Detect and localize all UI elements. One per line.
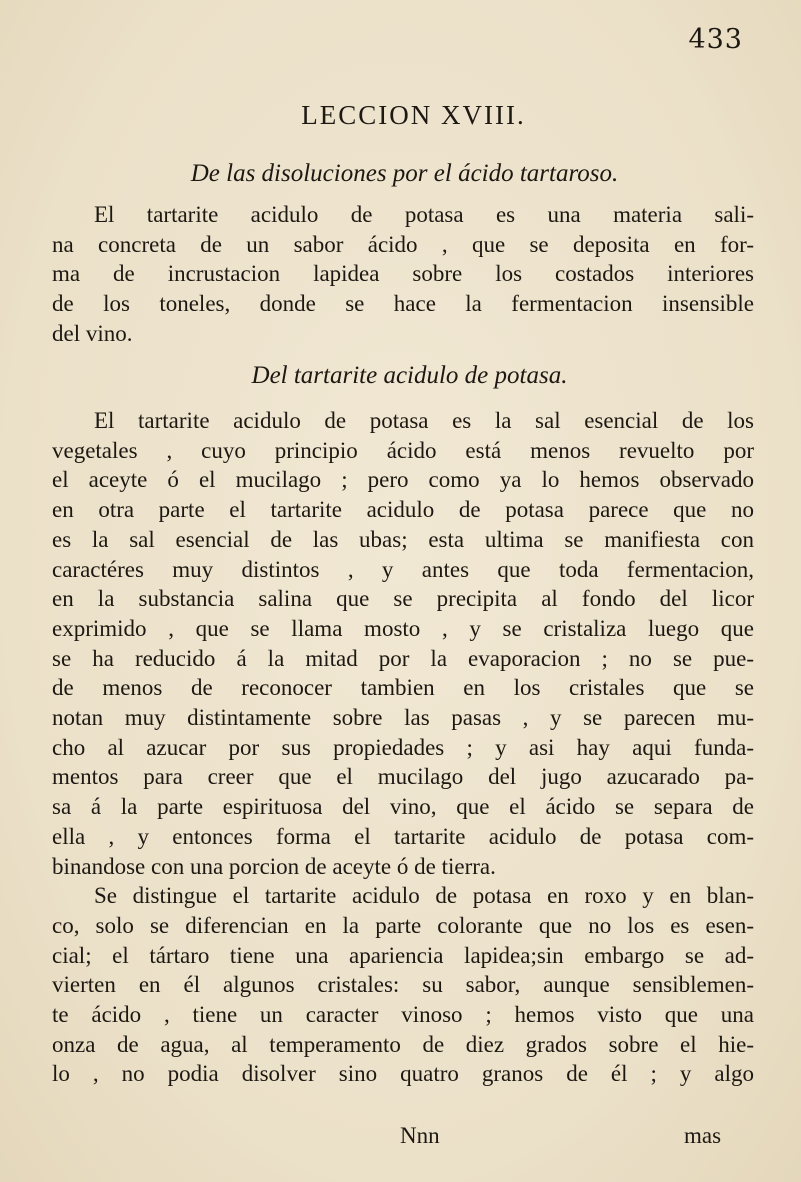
text-line: Se distingue el tartarite acidulo de potasa en roxo y en blan- <box>94 883 754 909</box>
text-line: cial; el tártaro tiene una apariencia lapidea;sin embargo se ad- <box>52 942 754 968</box>
signature-mark: Nnn <box>400 1123 440 1148</box>
text-line: onza de agua, al temperamento de diez grados sobre el hie- <box>52 1031 754 1057</box>
text-line: del vino. <box>52 320 133 346</box>
text-line: co, solo se diferencian en la parte colorante que no los es esen- <box>52 912 754 938</box>
text-line: vierten en él algunos cristales: su sabor, aunque sensiblemen- <box>52 972 754 998</box>
text-line: lo , no podia disolver sino quatro granos de él ; y algo <box>52 1061 754 1087</box>
text-line: de los toneles, donde se hace la fermentacion insensible <box>52 291 754 317</box>
page-number: 433 <box>688 24 743 55</box>
text-line: El tartarite acidulo de potasa es una materia sali- <box>94 202 754 227</box>
text-line: binandose con una porcion de aceyte ó de tierra. <box>52 853 496 879</box>
text-line: na concreta de un sabor ácido , que se deposita en for- <box>52 231 754 257</box>
text-line: mentos para creer que el mucilago del jugo azucarado pa- <box>52 764 754 790</box>
catchword: mas <box>684 1123 722 1148</box>
text-line: en otra parte el tartarite acidulo de potasa parece que no <box>52 497 754 523</box>
paragraph-description <box>52 406 754 1089</box>
text-line: es la sal esencial de las ubas; esta ultima se manifiesta con <box>52 526 754 552</box>
text-line: cho al azucar por sus propiedades ; y asi hay aqui funda- <box>52 734 754 760</box>
chapter-title: LECCION XVIII. <box>301 100 526 130</box>
text-line: sa á la parte espirituosa del vino, que el ácido se separa de <box>52 794 754 820</box>
text-line: ella , y entonces forma el tartarite acidulo de potasa com- <box>52 823 754 849</box>
text-line: te ácido , tiene un caracter vinoso ; hemos visto que una <box>52 1002 754 1028</box>
text-line: vegetales , cuyo principio ácido está menos revuelto por <box>52 437 754 463</box>
text-line: de menos de reconocer tambien en los cristales que se <box>52 675 754 701</box>
text-line: exprimido , que se llama mosto , y se cristaliza luego que <box>52 615 754 641</box>
text-line: en la substancia salina que se precipita al fondo del licor <box>52 586 754 612</box>
text-line: ma de incrustacion lapidea sobre los costados interiores <box>52 261 754 287</box>
text-line: El tartarite acidulo de potasa es la sal esencial de los <box>94 408 754 433</box>
paragraph-definition <box>52 200 754 349</box>
text-line: notan muy distintamente sobre las pasas , y se parecen mu- <box>52 705 754 731</box>
section-subtitle: Del tartarite acidulo de potasa. <box>251 362 568 389</box>
text-line: caractéres muy distintos , y antes que toda fermentacion, <box>52 556 754 582</box>
text-line: se ha reducido á la mitad por la evaporacion ; no se pue- <box>52 645 754 671</box>
section-subtitle: De las disoluciones por el ácido tartaroso. <box>190 160 619 187</box>
text-line: el aceyte ó el mucilago ; pero como ya lo hemos observado <box>52 467 754 493</box>
